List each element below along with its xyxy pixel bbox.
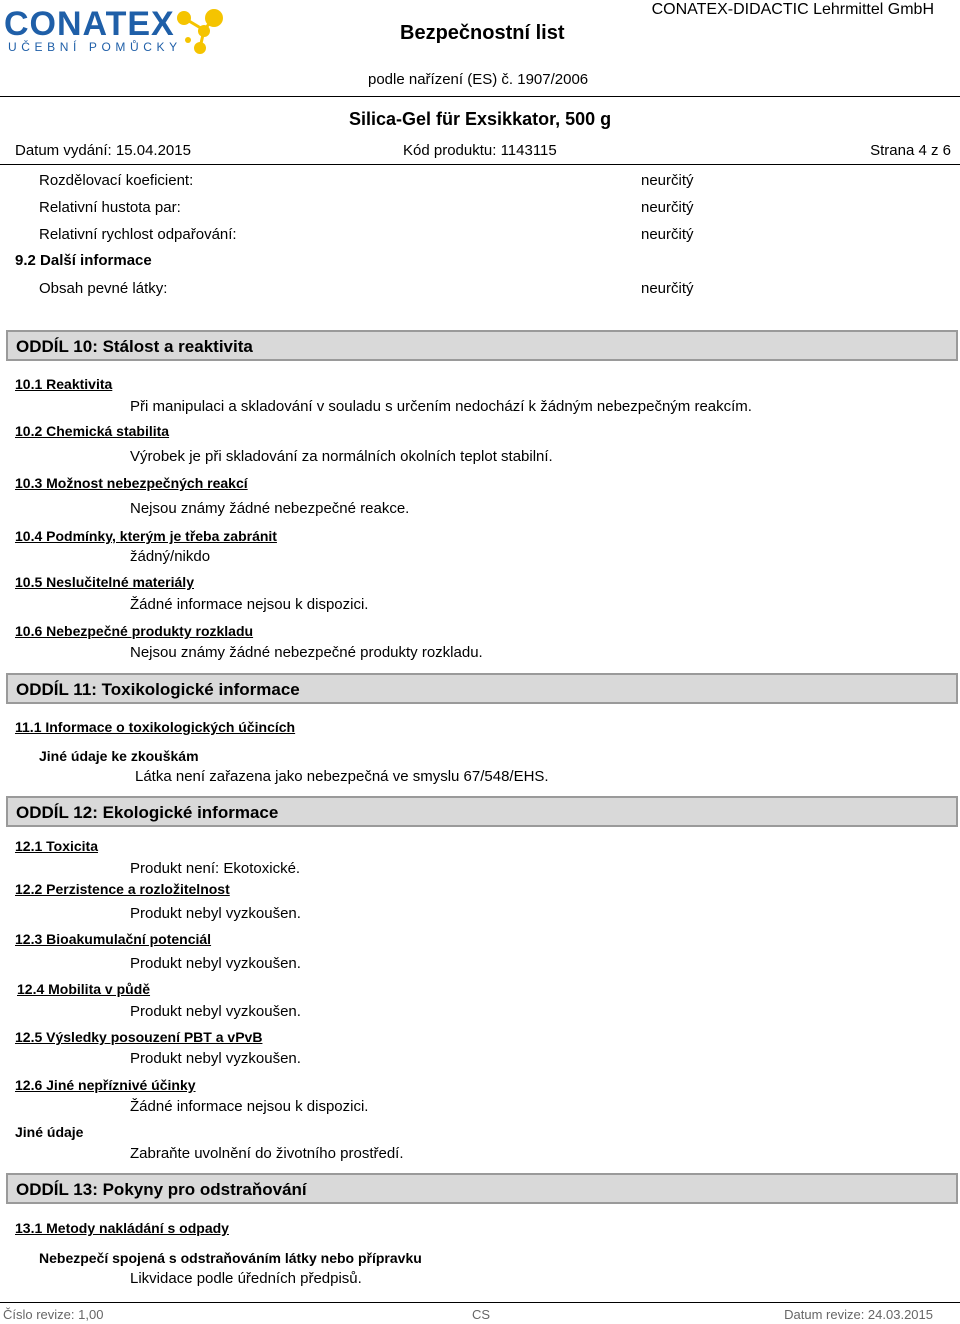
- subsection-text: Žádné informace nejsou k dispozici.: [130, 1098, 369, 1115]
- subsection-heading: 12.5 Výsledky posouzení PBT a vPvB: [15, 1029, 263, 1045]
- issue-date: Datum vydání: 15.04.2015: [15, 142, 191, 159]
- section-title: ODDÍL 12: Ekologické informace: [16, 803, 279, 822]
- logo-subtitle: UČEBNÍ POMŮCKY: [8, 40, 182, 54]
- language-code: CS: [472, 1307, 491, 1322]
- subsection-text: Produkt nebyl vyzkoušen.: [130, 1003, 301, 1020]
- subsection-text: Produkt nebyl vyzkoušen.: [130, 955, 301, 972]
- subsection-subheading: Jiné údaje ke zkouškám: [39, 748, 199, 764]
- revision-date: Datum revize: 24.03.2015: [784, 1307, 933, 1322]
- header-bottom-divider: [0, 164, 960, 165]
- revision-number: Číslo revize: 1,00: [3, 1307, 104, 1322]
- property-value: neurčitý: [641, 280, 694, 297]
- subsection-subheading: Nebezpečí spojená s odstraňováním látky nebo přípravku: [39, 1250, 422, 1266]
- subsection-heading: 12.2 Perzistence a rozložitelnost: [15, 881, 230, 897]
- subsection-heading: 11.1 Informace o toxikologických účincích: [15, 719, 296, 735]
- product-name: Silica-Gel für Exsikkator, 500 g: [349, 109, 612, 129]
- property-label: Relativní hustota par:: [39, 199, 181, 216]
- subsection-text: Produkt nebyl vyzkoušen.: [130, 905, 301, 922]
- subsection-text: Nejsou známy žádné nebezpečné produkty rozkladu.: [130, 644, 483, 661]
- subsection-heading: 9.2 Další informace: [15, 252, 152, 269]
- footer-divider: [0, 1302, 960, 1303]
- property-label: Obsah pevné látky:: [39, 280, 168, 297]
- subsection-heading: Jiné údaje: [15, 1124, 84, 1140]
- property-value: neurčitý: [641, 226, 694, 243]
- subsection-text: Žádné informace nejsou k dispozici.: [130, 596, 369, 613]
- subsection-heading: 12.3 Bioakumulační potenciál: [15, 931, 212, 947]
- property-value: neurčitý: [641, 172, 694, 189]
- section-title: ODDÍL 10: Stálost a reaktivita: [16, 337, 253, 356]
- subsection-text: Při manipulaci a skladování v souladu s určením nedochází k žádným nebezpečným reakcím.: [130, 398, 752, 415]
- property-label: Rozdělovací koeficient:: [39, 172, 194, 189]
- subsection-text: Likvidace podle úředních předpisů.: [130, 1270, 362, 1287]
- company-logo: [4, 4, 226, 56]
- section-13-header: [6, 1173, 958, 1204]
- subsection-text: žádný/nikdo: [130, 548, 211, 565]
- subsection-heading: 10.6 Nebezpečné produkty rozkladu: [15, 623, 254, 639]
- document-title: Bezpečnostní list: [400, 22, 565, 44]
- section-12-header: [6, 796, 958, 827]
- subsection-heading: 12.4 Mobilita v půdě: [17, 981, 151, 997]
- company-name: CONATEX-DIDACTIC Lehrmittel GmbH: [651, 1, 934, 18]
- section-title: ODDÍL 11: Toxikologické informace: [16, 680, 300, 699]
- page-number: Strana 4 z 6: [870, 142, 951, 159]
- subsection-text: Látka není zařazena jako nebezpečná ve smyslu 67/548/EHS.: [135, 768, 549, 785]
- subsection-heading: 10.1 Reaktivita: [15, 376, 113, 392]
- subsection-heading: 13.1 Metody nakládání s odpady: [15, 1220, 229, 1236]
- product-code: Kód produktu: 1143115: [403, 142, 557, 159]
- subsection-text: Produkt není: Ekotoxické.: [130, 860, 301, 877]
- regulation-text: podle nařízení (ES) č. 1907/2006: [368, 71, 589, 88]
- logo-name: CONATEX: [4, 5, 175, 43]
- section-title: ODDÍL 13: Pokyny pro odstraňování: [16, 1180, 307, 1199]
- subsection-heading: 12.6 Jiné nepříznivé účinky: [15, 1077, 196, 1093]
- section-10-header: [6, 330, 958, 361]
- subsection-text: Nejsou známy žádné nebezpečné reakce.: [130, 500, 410, 517]
- subsection-heading: 10.3 Možnost nebezpečných reakcí: [15, 475, 248, 491]
- subsection-text: Výrobek je při skladování za normálních okolních teplot stabilní.: [130, 448, 553, 465]
- subsection-heading: 10.5 Neslučitelné materiály: [15, 574, 194, 590]
- subsection-heading: 10.2 Chemická stabilita: [15, 423, 170, 439]
- header-divider: [0, 96, 960, 97]
- subsection-text: Zabraňte uvolnění do životního prostředí.: [130, 1145, 404, 1162]
- property-label: Relativní rychlost odpařování:: [39, 226, 237, 243]
- property-value: neurčitý: [641, 199, 694, 216]
- subsection-heading: 10.4 Podmínky, kterým je třeba zabránit: [15, 528, 277, 544]
- subsection-text: Produkt nebyl vyzkoušen.: [130, 1050, 301, 1067]
- section-11-header: [6, 673, 958, 704]
- subsection-heading: 12.1 Toxicita: [15, 838, 99, 854]
